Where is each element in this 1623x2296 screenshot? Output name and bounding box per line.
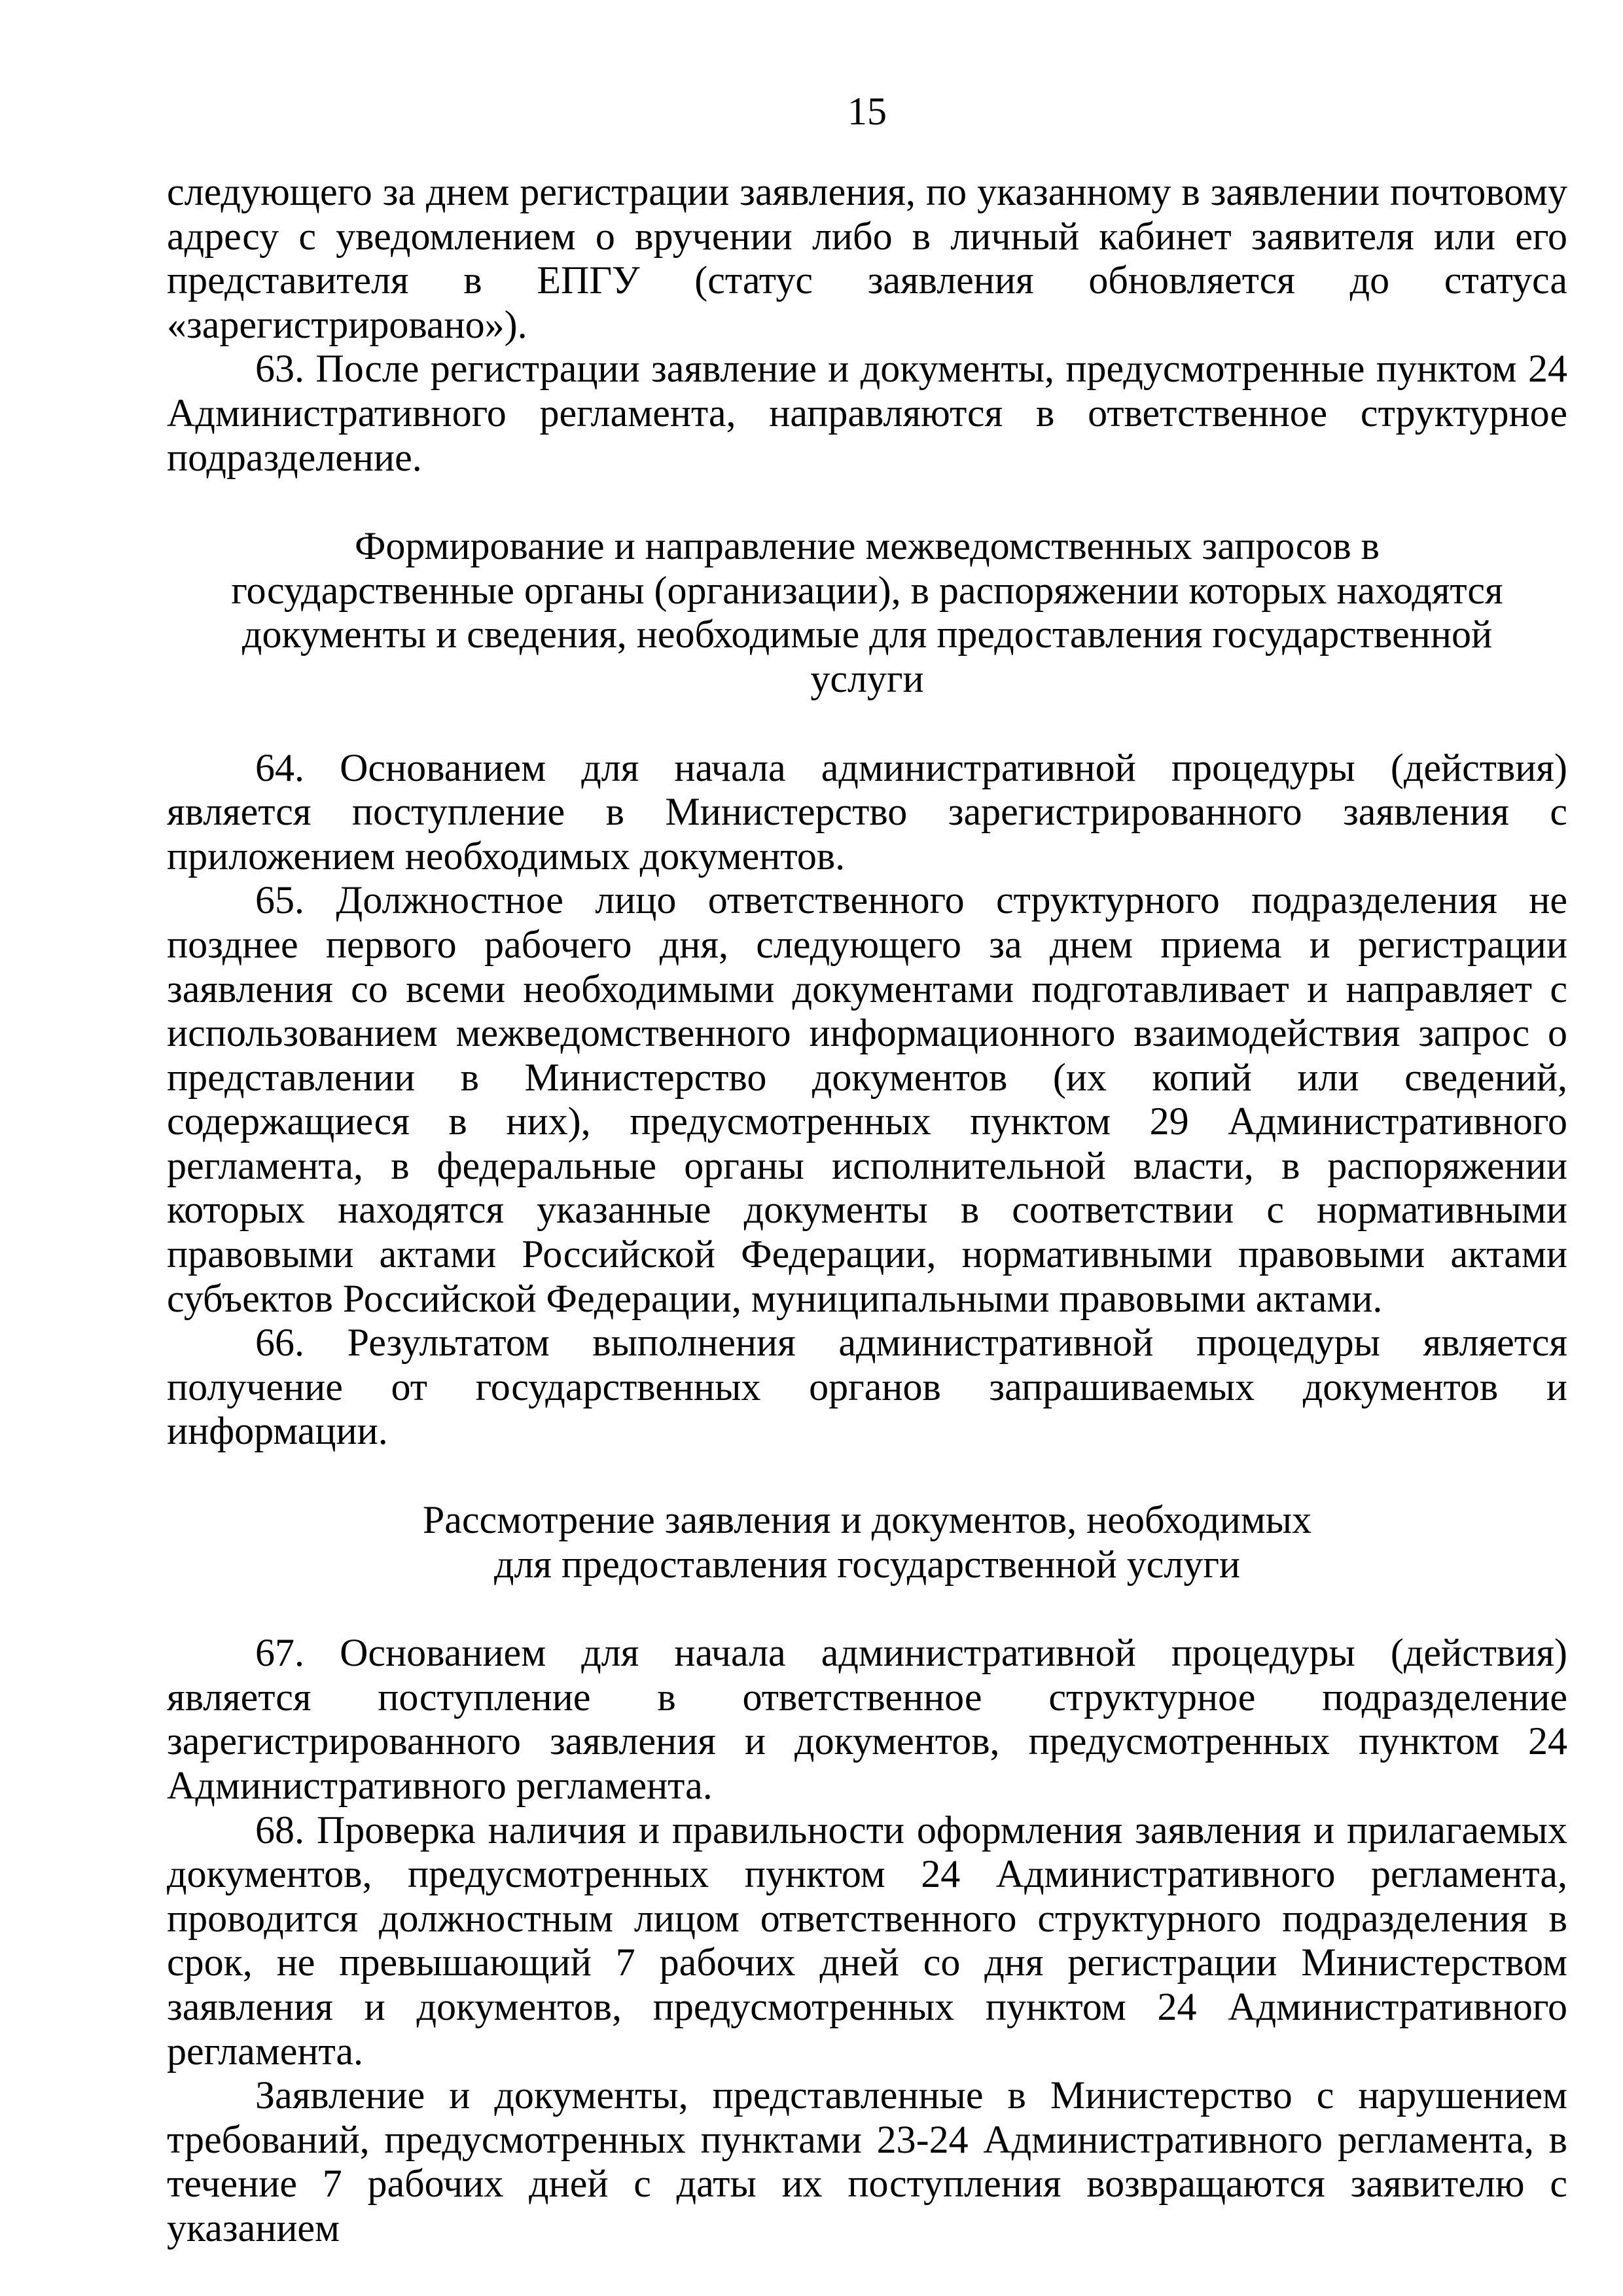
- paragraph-continuation: следующего за днем регистрации заявления, по указанному в заявлении почтовому адресу с уведомлением о вручении либо в личный кабинет заявителя или его представителя в ЕПГУ (статус заявления обновляется до статуса «зарегистрировано»).: [167, 170, 1567, 346]
- heading-line: Рассмотрение заявления и документов, необходимых: [422, 1498, 1312, 1542]
- paragraph-67: 67. Основанием для начала административной процедуры (действия) является поступление в ответственное структурное подразделение зарегистрированного заявления и документов, предусмотренных пунктом 24 Административного регламента.: [167, 1631, 1567, 1807]
- paragraph-return-documents: Заявление и документы, представленные в Министерство с нарушением требований, предусмотренных пунктами 23-24 Административного регламента, в течение 7 рабочих дней с даты их поступления возвращаются заявителю с указанием: [167, 2073, 1567, 2250]
- spacer: [167, 702, 1567, 746]
- heading-line: государственные органы (организации), в распоряжении которых находятся: [231, 568, 1503, 612]
- paragraph-66: 66. Результатом выполнения административной процедуры является получение от государственных органов запрашиваемых документов и информации.: [167, 1321, 1567, 1453]
- spacer: [167, 1587, 1567, 1631]
- paragraph-68: 68. Проверка наличия и правильности оформления заявления и прилагаемых документов, предусмотренных пунктом 24 Административного регламента, проводится должностным лицом ответственного структурного подразделения в срок, не превышающий 7 рабочих дней со дня регистрации Министерством заявления и документов, предусмотренных пунктом 24 Административного регламента.: [167, 1808, 1567, 2073]
- spacer: [167, 480, 1567, 524]
- paragraph-63: 63. После регистрации заявление и документы, предусмотренные пунктом 24 Административного регламента, направляются в ответственное структурное подразделение.: [167, 347, 1567, 479]
- paragraph-64: 64. Основанием для начала административной процедуры (действия) является поступление в Министерство зарегистрированного заявления с приложением необходимых документов.: [167, 745, 1567, 878]
- page-number: 15: [847, 90, 887, 133]
- heading-line: для предоставления государственной услуги: [493, 1542, 1241, 1586]
- heading-line: документы и сведения, необходимые для предоставления государственной: [241, 613, 1493, 656]
- document-body: [167, 170, 1567, 2251]
- heading-line: услуги: [810, 656, 924, 700]
- section-heading-interagency-requests: [167, 524, 1567, 701]
- heading-line: Формирование и направление межведомственных запросов в: [354, 524, 1380, 568]
- paragraph-65: 65. Должностное лицо ответственного структурного подразделения не позднее первого рабочего дня, следующего за днем приема и регистрации заявления со всеми необходимыми документами подготавливает и направляет с использованием межведомственного информационного взаимодействия запрос о представлении в Министерство документов (их копий или сведений, содержащиеся в них), предусмотренных пунктом 29 Административного регламента, в федеральные органы исполнительной власти, в распоряжении которых находятся указанные документы в соответствии с нормативными правовыми актами Российской Федерации, нормативными правовыми актами субъектов Российской Федерации, муниципальными правовыми актами.: [167, 878, 1567, 1320]
- spacer: [167, 1454, 1567, 1498]
- section-heading-review: [167, 1498, 1567, 1587]
